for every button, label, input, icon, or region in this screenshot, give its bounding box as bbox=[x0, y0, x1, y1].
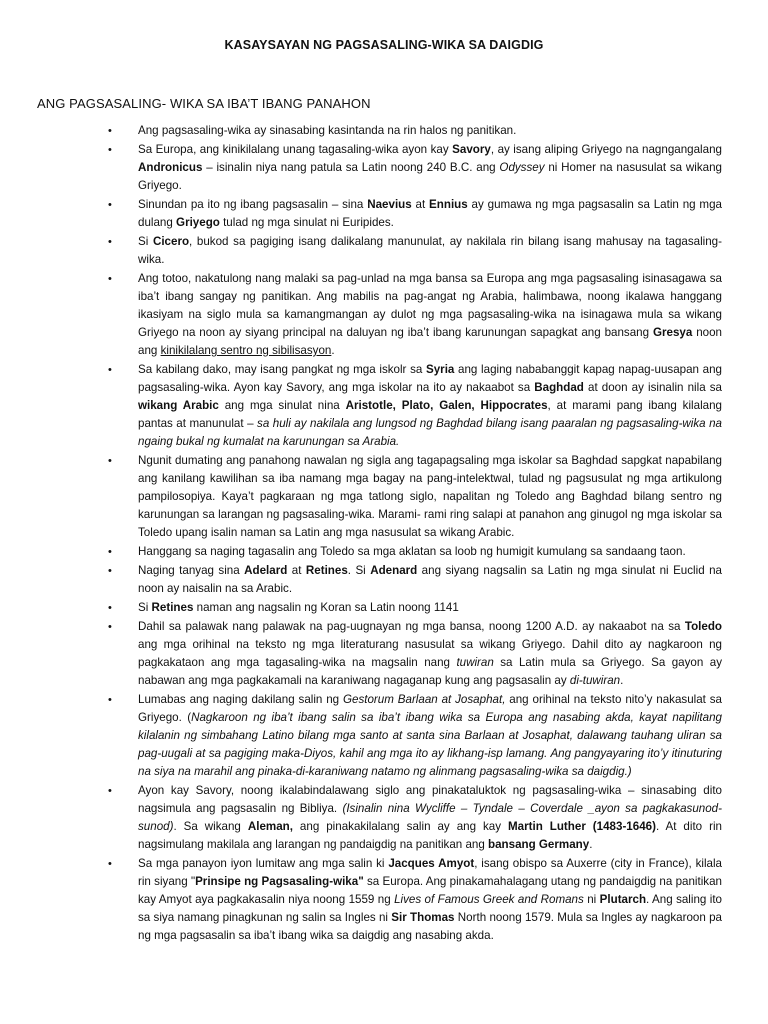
bullet-item bbox=[108, 562, 722, 598]
text-run: Si bbox=[138, 235, 153, 248]
italic-text: (Isinalin nina Wycliffe – Tyndale – Coverdale _ayon sa pagkakasunod-sunod) bbox=[138, 802, 722, 833]
bullet-dot-icon: • bbox=[108, 455, 112, 467]
text-run: at bbox=[287, 564, 306, 577]
text-run: at bbox=[411, 198, 430, 211]
bullet-dot-icon: • bbox=[108, 199, 112, 211]
bold-text: Savory bbox=[452, 143, 491, 156]
bullet-item bbox=[108, 233, 722, 269]
italic-text: Odyssey bbox=[499, 161, 545, 174]
bullet-item bbox=[108, 452, 722, 542]
text-run: ang pinakakilalang salin ay ang kay bbox=[292, 820, 509, 833]
text-run: , bukod sa pagiging isang dalikalang manunulat, ay nakilala rin bilang isang mahusay na tagasaling-wika. bbox=[138, 235, 722, 266]
document-title: KASAYSAYAN NG PAGSASALING-WIKA SA DAIGDIG bbox=[224, 38, 544, 52]
bold-text: Sir Thomas bbox=[391, 911, 455, 924]
text-run: , isang obispo sa Auxerre (city in France), kilala rin siyang " bbox=[138, 857, 722, 888]
text-run: . Ang saling ito sa siya namang pinagkunan ng salin sa Ingles ni bbox=[138, 893, 723, 924]
bold-text: Andronicus bbox=[138, 161, 203, 174]
bullet-item bbox=[108, 122, 722, 140]
text-run: naman ang nagsalin ng Koran sa Latin noong 1141 bbox=[193, 601, 459, 614]
text-run: ni bbox=[583, 893, 600, 906]
bullet-dot-icon: • bbox=[108, 364, 112, 376]
bullet-dot-icon: • bbox=[108, 273, 112, 285]
italic-text: tuwiran bbox=[456, 656, 494, 669]
bold-text: Prinsipe ng Pagsasaling-wika" bbox=[195, 875, 364, 888]
bold-text: Aleman, bbox=[247, 820, 293, 833]
bullet-item bbox=[108, 618, 722, 690]
bold-text: Retines bbox=[305, 564, 348, 577]
bullet-item bbox=[108, 543, 722, 561]
bullet-item bbox=[108, 196, 722, 232]
bullet-dot-icon: • bbox=[108, 546, 112, 558]
bold-text: Adenard bbox=[370, 564, 418, 577]
bold-text: Retines bbox=[151, 601, 194, 614]
bold-text: Martin Luther (1483-1646) bbox=[508, 820, 656, 833]
text-run: noon ang bbox=[138, 326, 722, 357]
underlined-text: kinikilalang sentro ng sibilisasyon bbox=[160, 344, 332, 357]
bullet-item bbox=[108, 855, 722, 945]
text-run: Dahil sa palawak nang palawak na pag-uugnayan ng mga bansa, noong 1200 A.D. ay nakaabot na sa bbox=[138, 620, 685, 633]
bullet-item bbox=[108, 782, 722, 854]
italic-text: Lives of Famous Greek and Romans bbox=[394, 893, 584, 906]
bullet-item bbox=[108, 599, 722, 617]
bold-text: wikang Arabic bbox=[138, 399, 219, 412]
text-run: sa Latin mula sa Griyego. Sa gayon ay nabawan ang mga pagkakamali na karaniwang nagaganap kung ang pagsasalin ay bbox=[138, 656, 722, 687]
text-run: ni Homer na nasusulat sa wikang Griyego. bbox=[138, 161, 722, 192]
text-run: Sa kabilang dako, may isang pangkat ng mga iskolr sa bbox=[138, 363, 426, 376]
text-run: . bbox=[620, 674, 624, 687]
text-run: ang laging nababanggit kapag napag-uusapan ang pagsasaling-wika. Ayon kay Savory, ang mga iskolar na ito ay nakaabot sa bbox=[138, 363, 722, 394]
section-heading: ANG PAGSASALING- WIKA SA IBA’T IBANG PANAHON bbox=[37, 96, 371, 111]
bullet-item bbox=[108, 691, 722, 781]
bullet-dot-icon: • bbox=[108, 858, 112, 870]
text-run: . At dito rin nagsimulang makilala ang larangan ng pandaigdig na panitikan ang bbox=[138, 820, 722, 851]
bullet-dot-icon: • bbox=[108, 602, 112, 614]
bold-text: Toledo bbox=[684, 620, 722, 633]
italic-text: di-tuwiran bbox=[569, 674, 621, 687]
bullet-dot-icon: • bbox=[108, 125, 112, 137]
bullet-item bbox=[108, 361, 722, 451]
text-run: Ngunit dumating ang panahong nawalan ng sigla ang tagapagsaling mga iskolar sa Baghdad sapgkat napabilang ang kanilang kawilihan sa iba namang mga bagay na pang-intelektwal, tulad ng pagsusulat ng mga artikulong pampilosopiya. Kaya’t pagkaraan ng mga tatlong siglo, napalitan ng Toledo ang Baghdad bilang sentro ng karunungan sa larangan ng pagsasaling-wika. Marami- rami ring salapi at panahon ang ginugol ng mga iskolar sa Toledo upang isalin naman sa Latin ang mga nasusulat sa wikang Arabic. bbox=[138, 454, 722, 539]
text-run: Sinundan pa ito ng ibang pagsasalin – sina bbox=[138, 198, 368, 211]
text-run: Sa mga panayon iyon lumitaw ang mga salin ki bbox=[138, 857, 389, 870]
bold-text: Aristotle, Plato, Galen, Hippocrates bbox=[345, 399, 548, 412]
bullet-item bbox=[108, 270, 722, 360]
text-run: . bbox=[331, 344, 335, 357]
text-run: Ang totoo, nakatulong nang malaki sa pag-unlad na mga bansa sa Europa ang mga pagsasaling isinasagawa sa iba’t ibang sangay ng panitikan. Ang mabilis na pag-angat ng Arabia, halimbawa, noong ikalawa hanggang ikasiyam na siglo mula sa kamangmangan ay dulot ng mga pagsasaling-wika na isinagawa mula sa wikang Griyego na noon ay siyang principal na daluyan ng iba’t ibang karunungan sapagkat ang bansang bbox=[138, 272, 722, 339]
bold-text: Baghdad bbox=[534, 381, 584, 394]
text-run: – isinalin niya nang patula sa Latin noong 240 B.C. ang bbox=[202, 161, 500, 174]
text-run: North noong 1579. Mula sa Ingles ay nagkaroon pa ng mga pagsasalin sa iba’t ibang wika sa daigdig ang nasabing akda. bbox=[138, 911, 722, 942]
text-run: . bbox=[589, 838, 593, 851]
bullet-dot-icon: • bbox=[108, 785, 112, 797]
text-run: ang mga sinulat nina bbox=[218, 399, 346, 412]
bold-text: Ennius bbox=[429, 198, 468, 211]
bullet-list bbox=[108, 122, 722, 946]
italic-text: Nagkaroon ng iba’t ibang salin sa iba’t ibang wika sa Europa ang nasabing akda, kayat napilitang kilalanin ng simbahang Latino bilang mga santo at santa sina Barlaan at Josaphat, dalawang tauhang uliran sa pag-uugali at sa pagiging maka-Diyos, kahil ang mga ito ay likhang-isp lamang. Ang pangyayaring ito’y itinuturing na siya na marahil ang pinaka-di-karaniwang natamo ng alinmang pagsasaling-wika sa daigdig.) bbox=[138, 711, 722, 778]
text-run: Naging tanyag sina bbox=[138, 564, 245, 577]
text-run: ang siyang nagsalin sa Latin ng mga sinulat ni Euclid na noon ay naisalin na sa Arabic. bbox=[138, 564, 722, 595]
bullet-dot-icon: • bbox=[108, 565, 112, 577]
text-run: ang orihinal na teksto nito’y nakasulat sa Griyego. ( bbox=[138, 693, 722, 724]
bullet-dot-icon: • bbox=[108, 236, 112, 248]
text-run: Si bbox=[138, 601, 152, 614]
text-run: , at marami pang ibang kilalang pantas at manunulat – bbox=[138, 399, 722, 430]
bold-text: Griyego bbox=[176, 216, 220, 229]
bold-text: Adelard bbox=[244, 564, 288, 577]
text-run: ang mga orihinal na teksto ng mga literaturang nasusulat sa wikang Griyego. Dahil dito ay nagkaroon ng pagkakataon ang mga tagasaling-wika na magsalin nang bbox=[138, 638, 722, 669]
text-run: tulad ng mga sinulat ni Euripides. bbox=[219, 216, 394, 229]
text-run: Hanggang sa naging tagasalin ang Toledo sa mga aklatan sa loob ng humigit kumulang sa sandaang taon. bbox=[138, 545, 686, 558]
italic-text: sa huli ay nakilala ang lungsod ng Baghdad bilang isang paaralan ng pagsasaling-wika na ngaing bukal ng kumalat na karunungan sa Arabia. bbox=[138, 417, 723, 448]
italic-text: Gestorum Barlaan at Josaphat, bbox=[343, 693, 506, 706]
text-run: sa Europa. Ang pinakamahalagang utang ng pandaigdig na panitikan kay Amyot aya pagkakasalin niya noong 1559 ng bbox=[138, 875, 722, 906]
bold-text: Naevius bbox=[367, 198, 412, 211]
bold-text: bansang Germany bbox=[488, 838, 590, 851]
bold-text: Gresya bbox=[652, 326, 693, 339]
text-run: . Sa wikang bbox=[173, 820, 248, 833]
bullet-item bbox=[108, 141, 722, 195]
text-run: , ay isang aliping Griyego na nagngangalang bbox=[490, 143, 722, 156]
text-run: Sa Europa, ang kinikilalang unang tagasaling-wika ayon kay bbox=[138, 143, 453, 156]
text-run: Lumabas ang naging dakilang salin ng bbox=[138, 693, 343, 706]
bold-text: Syria bbox=[426, 363, 455, 376]
text-run: ay gumawa ng mga pagsasalin sa Latin ng mga dulang bbox=[138, 198, 722, 229]
text-run: . Si bbox=[347, 564, 371, 577]
text-run: Ang pagsasaling-wika ay sinasabing kasintanda na rin halos ng panitikan. bbox=[138, 124, 517, 137]
text-run: at doon ay isinalin nila sa bbox=[583, 381, 722, 394]
bullet-dot-icon: • bbox=[108, 144, 112, 156]
bold-text: Cicero bbox=[152, 235, 190, 248]
bold-text: Plutarch bbox=[599, 893, 647, 906]
text-run: Ayon kay Savory, noong ikalabindalawang siglo ang pinakataluktok ng pagsasaling-wika – sinasabing dito nagsimula ang pagsasalin ng Bibliya. bbox=[138, 784, 722, 815]
bold-text: Jacques Amyot bbox=[388, 857, 475, 870]
bullet-dot-icon: • bbox=[108, 621, 112, 633]
bullet-dot-icon: • bbox=[108, 694, 112, 706]
